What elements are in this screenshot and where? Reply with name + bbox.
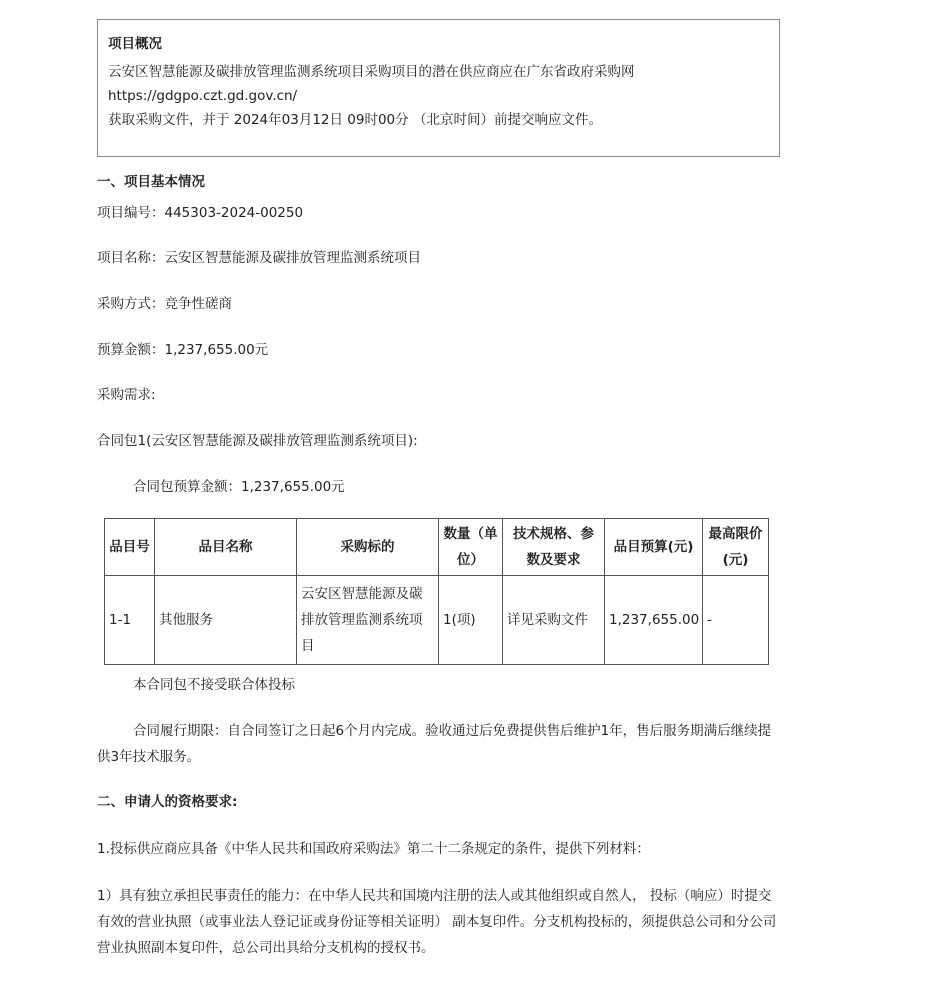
header-spec: 技术规格、参数及要求 [503,519,605,576]
requirement-1: 1.投标供应商应具备《中华人民共和国政府采购法》第二十二条规定的条件，提供下列材料： [97,841,650,857]
overview-line-1: 云安区智慧能源及碳排放管理监测系统项目采购项目的潜在供应商应在广东省政府采购网 [108,64,635,80]
header-quantity: 数量（单位） [439,519,503,576]
project-overview-box [97,19,780,157]
section2-heading: 二、申请人的资格要求: [97,794,238,810]
contract-period [97,718,777,770]
section1-heading: 一、项目基本情况 [97,174,205,190]
cell-subject: 云安区智慧能源及碳排放管理监测系统项目 [297,576,439,665]
cell-item-name: 其他服务 [155,576,297,665]
cell-quantity: 1(项) [439,576,503,665]
cell-item-no: 1-1 [105,576,155,665]
requirement-1-1: 1）具有独立承担民事责任的能力：在中华人民共和国境内注册的法人或其他组织或自然人， 投标（响应）时提交有效的营业执照（或事业法人登记证或身份证等相关证明） 副本复印件。分支机构投标的，须提供总公司和分公司营业执照副本复印件，总公司出具给分支机构的授权书。 [97,888,777,956]
no-consortium-note: 本合同包不接受联合体投标 [133,677,295,693]
cell-item-budget: 1,237,655.00 [605,576,703,665]
header-subject: 采购标的 [297,519,439,576]
cell-max-price: - [703,576,769,665]
items-table [104,518,769,665]
header-item-name: 品目名称 [155,519,297,576]
table-row [105,576,769,665]
cell-spec: 详见采购文件 [503,576,605,665]
header-item-no: 品目号 [105,519,155,576]
header-max-price: 最高限价(元) [703,519,769,576]
contract-package: 合同包1(云安区智慧能源及碳排放管理监测系统项目): [97,433,418,449]
procurement-method: 采购方式：竞争性磋商 [97,296,232,312]
budget-amount: 预算金额：1,237,655.00元 [97,342,269,358]
overview-line-3: 获取采购文件，并于 2024年03月12日 09时00分 （北京时间）前提交响应文件。 [108,112,602,128]
header-item-budget: 品目预算(元) [605,519,703,576]
project-name: 项目名称：云安区智慧能源及碳排放管理监测系统项目 [97,250,421,266]
overview-url: https://gdgpo.czt.gd.gov.cn/ [108,88,298,104]
table-header-row [105,519,769,576]
project-number: 项目编号：445303-2024-00250 [97,205,304,221]
package-budget: 合同包预算金额：1,237,655.00元 [133,479,345,495]
overview-title: 项目概况 [108,36,162,52]
procurement-demand: 采购需求: [97,387,156,403]
contract-period-text: 合同履行期限：自合同签订之日起6个月内完成。验收通过后免费提供售后维护1年，售后服务期满后继续提供3年技术服务。 [97,723,772,765]
